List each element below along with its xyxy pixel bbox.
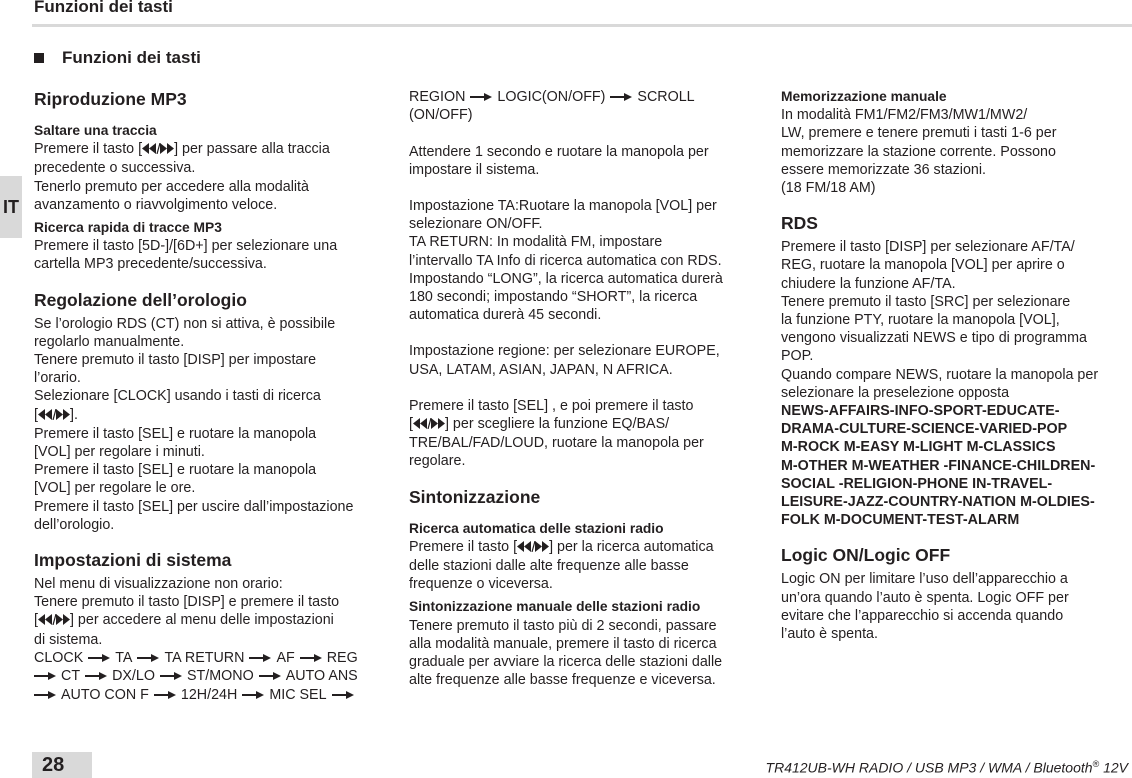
manual-tuning-title: Sintonizzazione manuale delle stazioni radio	[409, 599, 701, 615]
page-number: 28	[32, 752, 92, 778]
prev-next-icon	[38, 612, 70, 630]
sequence-item: LOGIC(ON/OFF)	[497, 89, 606, 105]
logic-text: Logic ON per limitare l’uso dell’apparecchio a un’ora quando l’auto è spenta. Logic OFF per evitare che l’apparecchio si accenda quando l’auto è spenta.	[781, 571, 1069, 643]
sequence-item: REGION	[409, 89, 466, 105]
wait-text: Attendere 1 secondo e ruotare la manopola per impostare il sistema.	[409, 143, 709, 178]
sequence-item: CLOCK	[34, 649, 84, 666]
prev-next-icon	[517, 539, 549, 557]
ta-settings-text: Impostazione TA:Ruotare la manopola [VOL] per selezionare ON/OFF. TA RETURN: In modalità FM, impostare l’intervallo TA Info di ricerca automatica con RDS. Impostando “LONG”, la ricerca automatica durerà 180 secondi; impostando “SHORT”, la ricerca automatica durerà 45 secondi.	[409, 197, 723, 324]
arrow-right-icon	[259, 667, 281, 685]
clock-adjust-title: Regolazione dell’orologio	[34, 289, 247, 310]
settings-sequence-line-1	[34, 649, 384, 667]
sequence-item: REG	[326, 649, 358, 666]
clock-adjust-text-3: Premere il tasto [SEL] e ruotare la manopola [VOL] per regolare i minuti. Premere il tasto [SEL] e ruotare la manopola [VOL] per regolare le ore. Premere il tasto [SEL] per uscire dall’impostazione dell’orologio.	[34, 425, 354, 533]
arrow-right-icon	[154, 686, 176, 704]
system-settings-text: Nel menu di visualizzazione non orario: Tenere premuto il tasto [DISP] e premere il tasto	[34, 576, 340, 611]
arrow-right-icon	[34, 686, 56, 704]
language-tab: IT	[0, 176, 22, 238]
skip-track-text: Premere il tasto [ ] per passare alla traccia	[34, 140, 384, 159]
settings-sequence-line-4	[409, 88, 759, 106]
section-heading	[34, 48, 201, 68]
settings-sequence-line-2	[34, 667, 384, 685]
prev-next-icon	[38, 407, 70, 425]
clock-adjust-keys: [ ].	[34, 406, 384, 425]
arrow-right-icon	[85, 667, 107, 685]
arrow-right-icon	[470, 88, 492, 106]
region-settings-text: Impostazione regione: per selezionare EUROPE, USA, LATAM, ASIAN, JAPAN, N AFRICA.	[409, 343, 720, 378]
arrow-right-icon	[332, 686, 354, 704]
prev-next-icon	[413, 416, 445, 434]
section-title: Funzioni dei tasti	[62, 48, 201, 67]
footer-model: TR412UB-WH RADIO / USB MP3 / WMA / Bluetooth® 12V	[765, 759, 1128, 776]
page-header-title: Funzioni dei tasti	[34, 0, 173, 16]
arrow-right-icon	[34, 667, 56, 685]
sequence-item: TA RETURN	[164, 649, 245, 666]
clock-adjust-text: Se l’orologio RDS (CT) non si attiva, è possibile regolarlo manualmente. Tenere premuto il tasto [DISP] per impostare l’orario. Selezionare [CLOCK] usando i tasti di ricerca	[34, 315, 336, 405]
quick-search-text: Premere il tasto [5D-]/[6D+] per selezionare una cartella MP3 precedente/successiva.	[34, 238, 338, 273]
sequence-item: AUTO CON F	[61, 686, 149, 703]
column-left	[34, 88, 384, 704]
sequence-item: MIC SEL	[269, 686, 327, 703]
tuning-title: Sintonizzazione	[409, 486, 541, 507]
column-middle	[409, 88, 759, 689]
sequence-item: AF	[276, 649, 295, 666]
arrow-right-icon	[242, 686, 264, 704]
system-settings-text-2: di sistema.	[34, 631, 103, 648]
square-bullet-icon	[34, 53, 44, 63]
sequence-item: SCROLL	[637, 89, 695, 105]
skip-track-title: Saltare una traccia	[34, 123, 157, 138]
prev-next-icon	[142, 141, 174, 159]
settings-sequence-line-3	[34, 686, 384, 704]
mp3-playback-title: Riproduzione MP3	[34, 89, 187, 109]
column-right	[781, 88, 1131, 643]
sequence-item: TA	[115, 649, 133, 666]
rds-text: Premere il tasto [DISP] per selezionare AF/TA/ REG, ruotare la manopola [VOL] per aprire o chiudere la funzione AF/TA. Tenere premuto il tasto [SRC] per selezionare la funzione PTY, ruotare la manopola [VOL], vengono visualizzati NEWS e tipo di programma POP. Quando compare NEWS, ruotare la manopola per selezionare la preselezione opposta	[781, 239, 1099, 401]
manual-memory-title: Memorizzazione manuale	[781, 89, 947, 104]
sel-eq-text-3: TRE/BAL/FAD/LOUD, ruotare la manopola per regolare.	[409, 435, 704, 470]
pty-list: NEWS-AFFAIRS-INFO-SPORT-EDUCATE- DRAMA-CULTURE-SCIENCE-VARIED-POP M-ROCK M-EASY M-LIGHT M-CLASSICS M-OTHER M-WEATHER -FINANCE-CHILDREN- SOCIAL -RELIGION-PHONE IN-TRAVEL- LEISURE-JAZZ-COUNTRY-NATION M-OLDIES- FOLK M-DOCUMENT-TEST-ALARM	[781, 403, 1096, 529]
header-divider	[32, 24, 1132, 27]
sequence-item: CT	[61, 668, 81, 685]
system-settings-keys: [ ] per accedere al menu delle impostazioni	[34, 611, 384, 630]
arrow-right-icon	[249, 649, 271, 667]
arrow-right-icon	[300, 649, 322, 667]
sequence-item: 12H/24H	[180, 686, 238, 703]
sequence-item: DX/LO	[112, 668, 155, 685]
arrow-right-icon	[88, 649, 110, 667]
sequence-item: ST/MONO	[186, 668, 254, 685]
auto-search-text: Premere il tasto [ ] per la ricerca automatica	[409, 538, 759, 557]
system-settings-title: Impostazioni di sistema	[34, 550, 232, 571]
auto-search-text-2: delle stazioni dalle alte frequenze alle basse frequenze o viceversa.	[409, 557, 689, 593]
sequence-item: AUTO ANS	[285, 668, 358, 685]
manual-memory-text: In modalità FM1/FM2/FM3/MW1/MW2/ LW, premere e tenere premuti i tasti 1-6 per memorizzare la stazione corrente. Possono essere memorizzate 36 stazioni. (18 FM/18 AM)	[781, 107, 1057, 197]
arrow-right-icon	[137, 649, 159, 667]
auto-search-title: Ricerca automatica delle stazioni radio	[409, 520, 664, 536]
sel-eq-keys: [ ] per scegliere la funzione EQ/BAS/	[409, 415, 759, 434]
skip-track-text-2: precedente o successiva. Tenerlo premuto per accedere alla modalità avanzamento o riavvolgimento veloce.	[34, 160, 309, 213]
arrow-right-icon	[160, 667, 182, 685]
rds-title: RDS	[781, 213, 818, 234]
manual-tuning-text: Tenere premuto il tasto più di 2 secondi, passare alla modalità manuale, premere il tasto di ricerca graduale per avviare la ricerca delle stazioni dalle alte frequenze alle basse frequenze e viceversa.	[409, 617, 723, 689]
settings-sequence-tail: (ON/OFF)	[409, 107, 473, 124]
sel-eq-text: Premere il tasto [SEL] , e poi premere il tasto	[409, 397, 694, 414]
arrow-right-icon	[610, 88, 632, 106]
quick-search-title: Ricerca rapida di tracce MP3	[34, 220, 222, 236]
logic-title: Logic ON/Logic OFF	[781, 545, 951, 566]
